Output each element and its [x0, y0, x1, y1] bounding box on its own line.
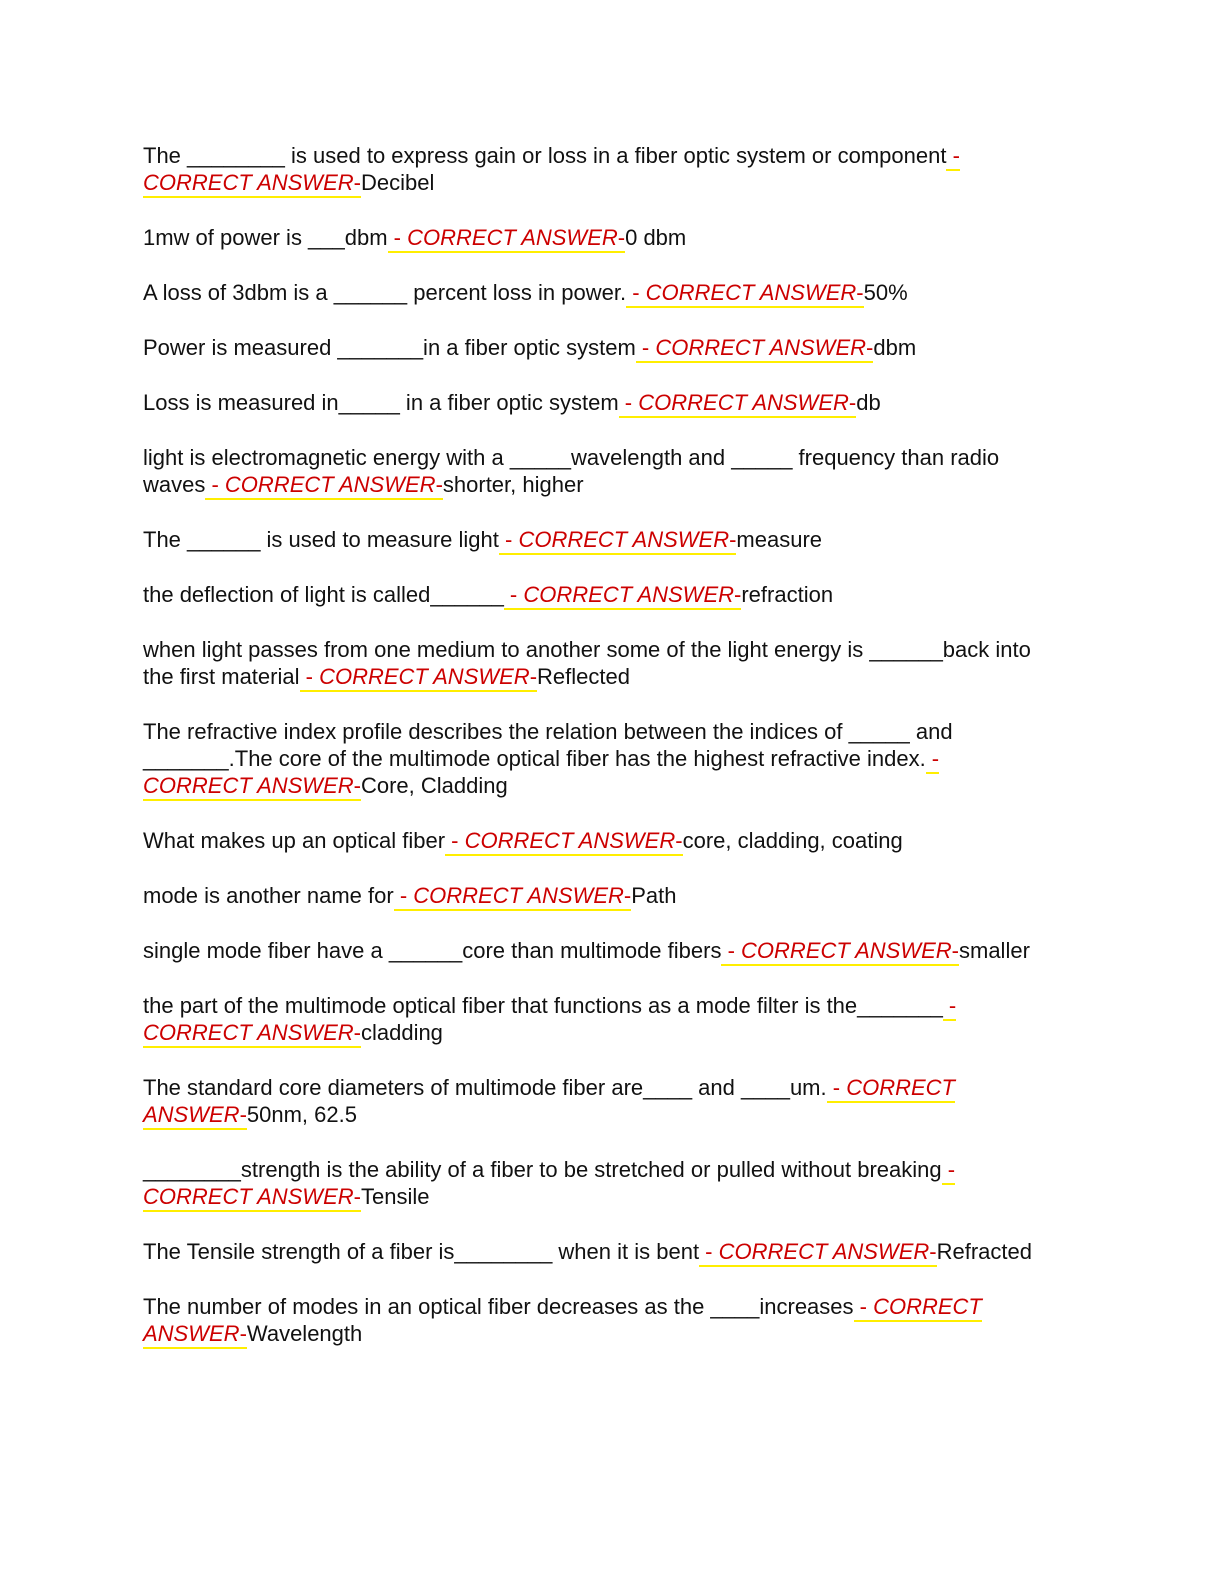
marker-label: CORRECT ANSWER [655, 335, 867, 360]
question-text: The number of modes in an optical fiber decreases as the ____increases [143, 1294, 854, 1319]
qa-item [143, 1293, 1048, 1347]
answer-text: Reflected [537, 664, 630, 689]
marker-label: CORRECT ANSWER [638, 390, 849, 415]
marker-suffix: - [675, 828, 683, 853]
marker-prefix: - [299, 664, 320, 689]
marker-label: CORRECT ANSWER [464, 828, 676, 853]
correct-answer-marker [699, 1239, 937, 1267]
question-text: Power is measured _______in a fiber optic system [143, 335, 636, 360]
marker-suffix: - [856, 280, 864, 305]
correct-answer-marker [388, 225, 626, 253]
question-text: The ______ is used to measure light [143, 527, 499, 552]
marker-prefix: - [393, 883, 414, 908]
marker-suffix: - [848, 390, 857, 415]
marker-prefix: - [925, 746, 940, 771]
qa-item [143, 444, 1048, 498]
question-text: What makes up an optical fiber [143, 828, 446, 853]
marker-label: CORRECT ANSWER [319, 664, 530, 689]
marker-suffix: - [866, 335, 874, 360]
marker-prefix: - [635, 335, 656, 360]
marker-prefix: - [445, 828, 465, 853]
marker-label: CORRECT ANSWER [518, 527, 730, 552]
correct-answer-marker [619, 390, 857, 418]
marker-suffix: - [435, 472, 443, 497]
marker-prefix: - [205, 472, 225, 497]
qa-item [143, 718, 1048, 799]
marker-label: CORRECT ANSWER [143, 1294, 982, 1346]
marker-suffix: - [929, 1239, 937, 1264]
answer-text: shorter, higher [442, 472, 584, 497]
question-text: The Tensile strength of a fiber is________ when it is bent [143, 1239, 700, 1264]
question-text: light is electromagnetic energy with a _____wavelength and _____ frequency than radio waves [143, 445, 1000, 497]
correct-answer-marker [205, 472, 443, 500]
answer-text: Core, Cladding [360, 773, 508, 798]
answer-text: Refracted [936, 1239, 1032, 1264]
question-text: Loss is measured in_____ in a fiber optic system [143, 390, 619, 415]
marker-suffix: - [623, 883, 632, 908]
marker-suffix: - [353, 170, 361, 195]
marker-prefix: - [699, 1239, 719, 1264]
correct-answer-marker [300, 664, 538, 692]
marker-suffix: - [734, 582, 742, 607]
correct-answer-marker [626, 280, 864, 308]
question-text: The standard core diameters of multimode fiber are____ and ____um. [143, 1075, 827, 1100]
qa-item [143, 526, 1048, 553]
answer-text: refraction [741, 582, 834, 607]
qa-item [143, 389, 1048, 416]
marker-label: CORRECT ANSWER [718, 1239, 930, 1264]
marker-prefix: - [498, 527, 519, 552]
marker-prefix: - [853, 1294, 874, 1319]
question-text: A loss of 3dbm is a ______ percent loss in power. [143, 280, 627, 305]
answer-text: cladding [360, 1020, 443, 1045]
marker-suffix: - [729, 527, 737, 552]
marker-suffix: - [353, 773, 361, 798]
question-text: The ________ is used to express gain or loss in a fiber optic system or component [143, 143, 947, 168]
answer-text: 50% [863, 280, 908, 305]
marker-label: CORRECT ANSWER [645, 280, 857, 305]
marker-label: CORRECT ANSWER [413, 883, 624, 908]
marker-prefix: - [941, 1157, 956, 1182]
marker-label: CORRECT ANSWER [224, 472, 436, 497]
marker-prefix: - [626, 280, 646, 305]
marker-label: CORRECT ANSWER [407, 225, 618, 250]
qa-item [143, 992, 1048, 1046]
marker-label: CORRECT ANSWER [143, 1184, 354, 1209]
answer-text: 0 dbm [625, 225, 687, 250]
marker-suffix: - [239, 1321, 247, 1346]
answer-text: Wavelength [246, 1321, 363, 1346]
question-text: The refractive index profile describes the relation between the indices of _____ and _______.The core of the multimode optical fiber has the highest refractive index. [143, 719, 953, 771]
answer-text: smaller [959, 938, 1030, 963]
question-text: when light passes from one medium to another some of the light energy is ______back into the first material [143, 637, 1031, 689]
marker-label: CORRECT ANSWER [741, 938, 952, 963]
marker-prefix: - [387, 225, 408, 250]
qa-item [143, 1074, 1048, 1128]
marker-prefix: - [946, 143, 960, 168]
marker-label: CORRECT ANSWER [143, 1020, 354, 1045]
marker-label: CORRECT ANSWER [143, 773, 354, 798]
question-text: ________strength is the ability of a fiber to be stretched or pulled without breaking [143, 1157, 942, 1182]
answer-text: measure [736, 527, 823, 552]
correct-answer-marker [636, 335, 874, 363]
question-text: mode is another name for [143, 883, 394, 908]
correct-answer-marker [499, 527, 737, 555]
qa-item [143, 334, 1048, 361]
marker-suffix: - [529, 664, 538, 689]
marker-label: CORRECT ANSWER [143, 170, 354, 195]
marker-prefix: - [721, 938, 742, 963]
qa-item [143, 636, 1048, 690]
marker-suffix: - [239, 1102, 247, 1127]
marker-suffix: - [353, 1020, 361, 1045]
correct-answer-marker [504, 582, 742, 610]
question-text: the part of the multimode optical fiber that functions as a mode filter is the_______ [143, 993, 943, 1018]
answer-text: 50nm, 62.5 [246, 1102, 357, 1127]
marker-label: CORRECT ANSWER [523, 582, 735, 607]
qa-item [143, 1156, 1048, 1210]
qa-item [143, 142, 1048, 196]
qa-item [143, 1238, 1048, 1265]
marker-suffix: - [353, 1184, 361, 1209]
marker-prefix: - [826, 1075, 847, 1100]
answer-text: dbm [873, 335, 917, 360]
correct-answer-marker [394, 883, 632, 911]
marker-suffix: - [617, 225, 626, 250]
question-text: the deflection of light is called______ [143, 582, 504, 607]
marker-prefix: - [503, 582, 524, 607]
marker-suffix: - [951, 938, 959, 963]
qa-item [143, 581, 1048, 608]
answer-text: Decibel [360, 170, 435, 195]
marker-prefix: - [618, 390, 639, 415]
correct-answer-marker [445, 828, 683, 856]
question-text: 1mw of power is ___dbm [143, 225, 388, 250]
answer-text: core, cladding, coating [682, 828, 903, 853]
marker-prefix: - [942, 993, 957, 1018]
answer-text: db [856, 390, 881, 415]
question-answer-list [143, 142, 1048, 1375]
qa-item [143, 827, 1048, 854]
qa-item [143, 279, 1048, 306]
qa-item [143, 882, 1048, 909]
marker-label: CORRECT ANSWER [143, 1075, 955, 1127]
qa-item [143, 937, 1048, 964]
correct-answer-marker [721, 938, 959, 966]
answer-text: Path [631, 883, 677, 908]
answer-text: Tensile [360, 1184, 430, 1209]
question-text: single mode fiber have a ______core than multimode fibers [143, 938, 722, 963]
qa-item [143, 224, 1048, 251]
